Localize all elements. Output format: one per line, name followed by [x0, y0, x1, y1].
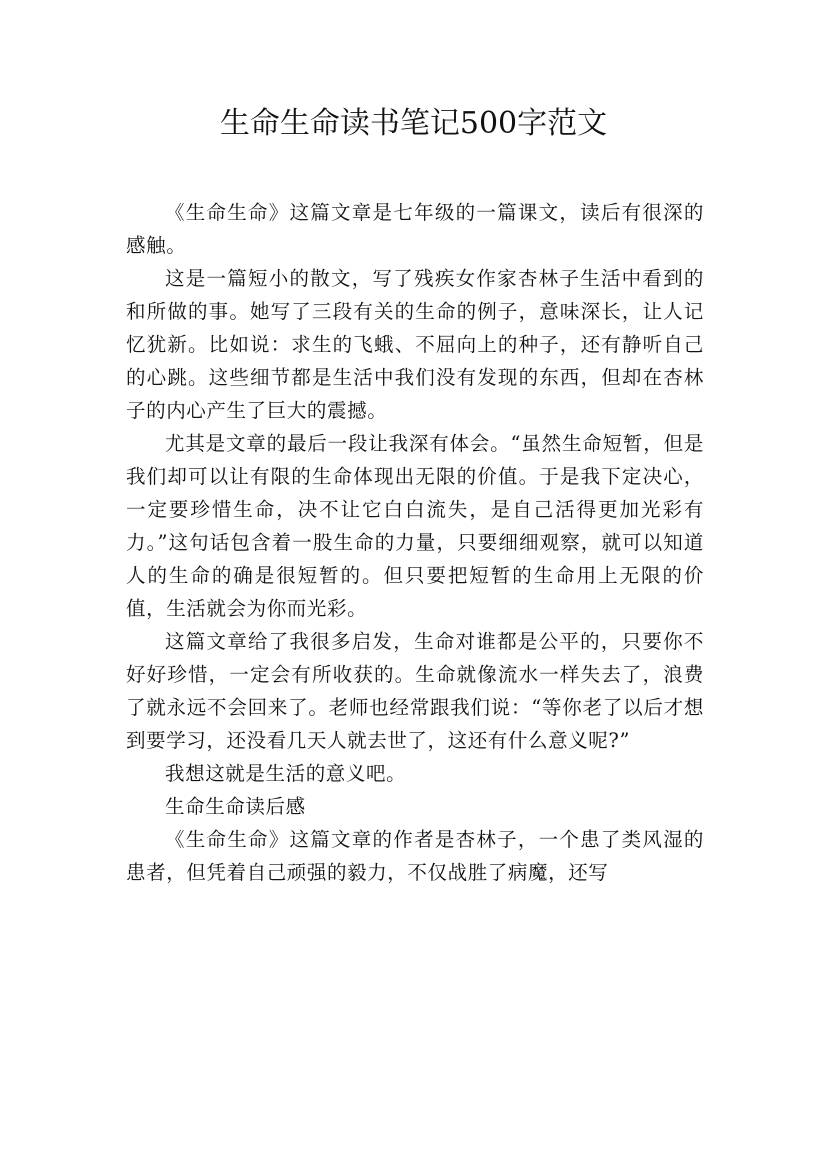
section-heading: 生命生命读后感: [165, 795, 306, 818]
paragraph-3: 尤其是文章的最后一段让我深有体会。“虽然生命短暂，但是我们却可以让有限的生命体现出无限的价值。于是我下定决心，一定要珍惜生命，决不让它白白流失，是自己活得更加光彩有力。”这句话包含着一股生命的力量，只要细细观察，就可以知道人的生命的确是很短暂的。但只要把短暂的生命用上无限的价值，生活就会为你而光彩。: [126, 432, 704, 620]
document-title: 生命生命读书笔记500字范文: [219, 106, 608, 141]
document-body: [126, 196, 704, 889]
paragraph-7: 《生命生命》这篇文章的作者是杏林子，一个患了类风湿的患者，但凭着自己顽强的毅力，不仅战胜了病魔，还写: [126, 828, 704, 884]
paragraph-2: 这是一篇短小的散文，写了残疾女作家杏林子生活中看到的和所做的事。她写了三段有关的生命的例子，意味深长，让人记忆犹新。比如说：求生的飞蛾、不屈向上的种子，还有静听自己的心跳。这些细节都是生活中我们没有发现的东西，但却在杏林子的内心产生了巨大的震撼。: [126, 267, 704, 422]
paragraph-1: 《生命生命》这篇文章是七年级的一篇课文，读后有很深的感触。: [126, 201, 704, 257]
paragraph-4: 这篇文章给了我很多启发，生命对谁都是公平的，只要你不好好珍惜，一定会有所收获的。生命就像流水一样失去了，浪费了就永远不会回来了。老师也经常跟我们说：“等你老了以后才想到要学习，还没看几天人就去世了，这还有什么意义呢?”: [126, 630, 704, 752]
paragraph-5: 我想这就是生活的意义吧。: [165, 762, 407, 785]
